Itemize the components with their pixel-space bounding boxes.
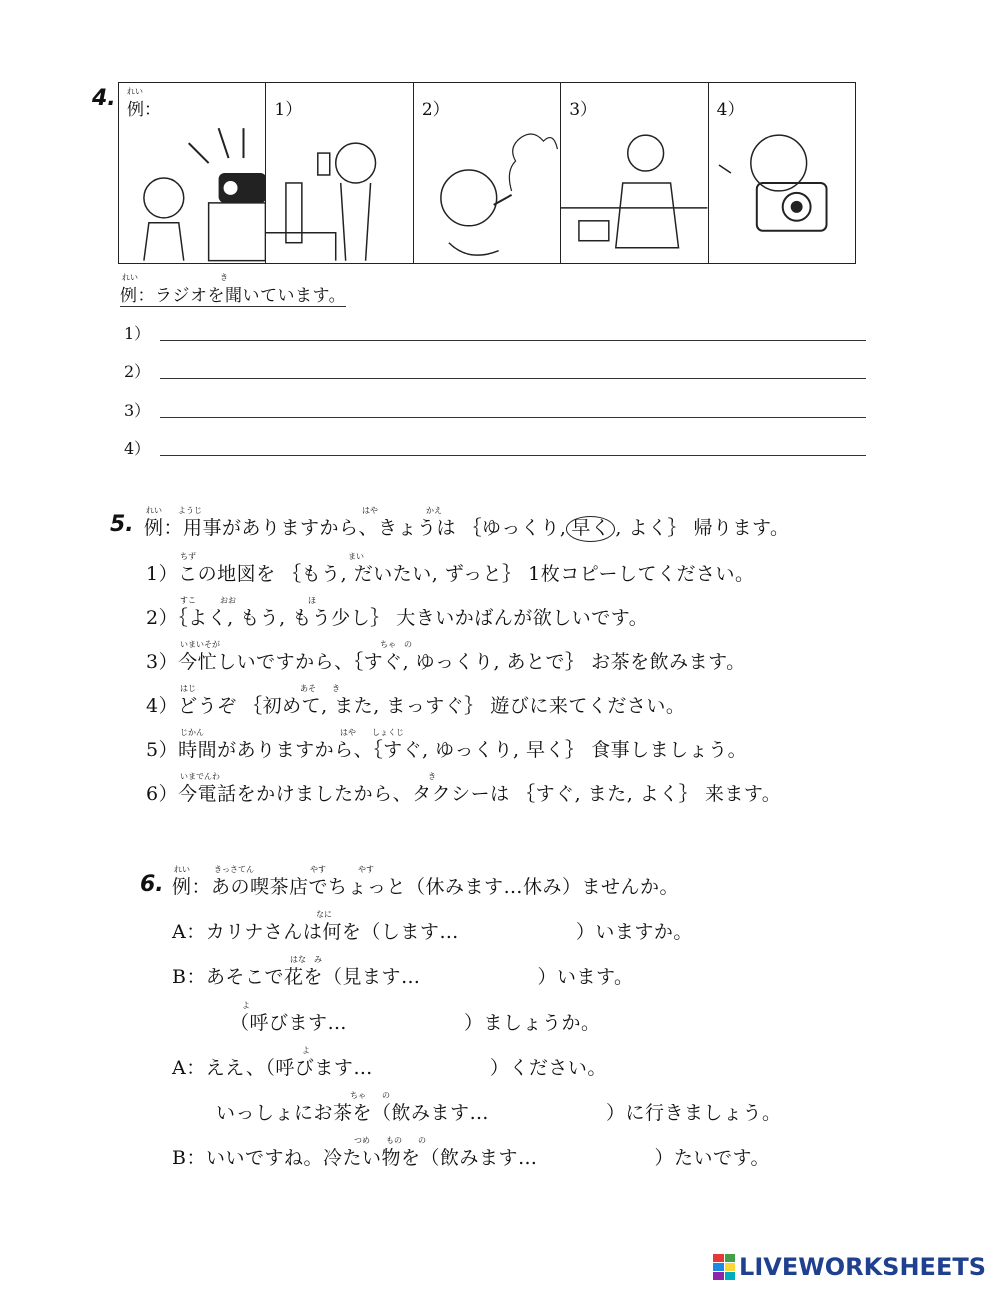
s6-line4-ruby: よ (302, 1046, 310, 1055)
s6-line-6[interactable]: B：いいですね。冷たい物を（飲みます… ）たいです。 (172, 1147, 770, 1169)
section-6-example: 例：あの喫茶店でちょっと（休みます…休み）ませんか。 (172, 876, 680, 898)
answer-field-2[interactable] (160, 377, 866, 379)
s5-item-1[interactable]: 1）この地図を ｛もう, だいたい, ずっと｝ 1枚コピーしてください。 (146, 563, 755, 585)
s5-item-6[interactable]: 6）今電話をかけましたから、タクシーは ｛すぐ, また, よく｝ 来ます。 (146, 783, 782, 805)
answer-field-3[interactable] (160, 416, 866, 418)
s6-line5-ruby: ちゃ の (350, 1091, 390, 1100)
answer-field-1[interactable] (160, 339, 866, 341)
picture-label-4: 4） (716, 100, 745, 120)
s5-item-2[interactable]: 2）｛よく, もう, もう少し｝ 大きいかばんが欲しいです。 (146, 607, 649, 629)
studying-illustration (561, 83, 707, 263)
liveworksheets-logo[interactable] (713, 1253, 986, 1281)
smoking-illustration (414, 83, 560, 263)
answer-label-3: 3） (124, 401, 151, 420)
s5-item1-ruby: ちず まい (180, 552, 364, 561)
example-pre: 例：用事がありますから、きょうは ｛ゆっくり, (144, 517, 567, 539)
s6-line-3[interactable]: （呼びます… ）ましょうか。 (230, 1012, 601, 1034)
answer-label-2: 2） (124, 362, 151, 381)
s6-line2-ruby: はな み (290, 955, 322, 964)
answer-label-4: 4） (124, 439, 151, 458)
picture-4 (709, 83, 855, 263)
s6-line-5[interactable]: いっしょにお茶を（飲みます… ）に行きましょう。 (216, 1102, 782, 1124)
answer-label-1: 1） (124, 324, 151, 343)
section-6-example-ruby: れい きっさてん やす やす (174, 865, 374, 874)
drinking-illustration (266, 83, 412, 263)
s6-line-1[interactable]: A：カリナさんは何を（します… ）いますか。 (172, 921, 693, 943)
ruby-rei: れい (127, 87, 143, 96)
s5-item2-ruby: すこ おお ほ (180, 596, 316, 605)
picture-strip (118, 82, 856, 264)
s5-item3-ruby: いまいそが ちゃ の (180, 640, 412, 649)
section-5-number: 5. (110, 512, 134, 537)
picture-2 (414, 83, 561, 263)
s6-line3-ruby: よ (242, 1001, 250, 1010)
liveworksheets-icon (713, 1254, 735, 1280)
example-ruby-rei: れい (122, 273, 138, 282)
picture-3 (561, 83, 708, 263)
s5-item-5[interactable]: 5）時間がありますから、｛すぐ, ゆっくり, 早く｝ 食事しましょう。 (146, 739, 748, 761)
s6-line-4[interactable]: A：ええ、（呼びます… ）ください。 (172, 1057, 607, 1079)
s6-line1-ruby: なに (316, 910, 332, 919)
picture-label-3: 3） (569, 100, 598, 120)
section-5-example (144, 513, 790, 542)
example-sentence: 例：ラジオを聞いています。 (120, 286, 347, 306)
brand-text: LIVEWORKSHEETS (739, 1253, 986, 1281)
example-circled-answer: 早く (566, 516, 615, 542)
s5-item-3[interactable]: 3）今忙しいですから、｛すぐ, ゆっくり, あとで｝ お茶を飲みます。 (146, 651, 746, 673)
s6-line-2[interactable]: B：あそこで花を（見ます… ）います。 (172, 966, 634, 988)
picture-1 (266, 83, 413, 263)
s5-item-4[interactable]: 4）どうぞ ｛初めて, また, まっすぐ｝ 遊びに来てください。 (146, 695, 686, 717)
picture-label-example: 例： (127, 100, 161, 120)
s5-item5-ruby: じかん はや しょくじ (180, 728, 404, 737)
picture-label-2: 2） (421, 100, 450, 120)
picture-label-1: 1） (274, 100, 303, 120)
s5-item6-ruby: いまでんわ き (180, 772, 436, 781)
example-ruby-ki: き (220, 273, 228, 282)
section-6-number: 6. (140, 872, 164, 897)
picture-example (119, 83, 266, 263)
answer-field-4[interactable] (160, 454, 866, 456)
section-4-number: 4. (92, 86, 116, 111)
s6-line6-ruby: つめ もの の (354, 1136, 426, 1145)
radio-listening-illustration (119, 83, 265, 263)
example-post: , よく｝ 帰ります。 (615, 517, 790, 539)
section-4-example (120, 281, 346, 306)
section-5-example-ruby: れい ようじ はや かえ (146, 506, 442, 515)
camera-illustration (709, 83, 855, 263)
s5-item4-ruby: はじ あそ き (180, 684, 340, 693)
